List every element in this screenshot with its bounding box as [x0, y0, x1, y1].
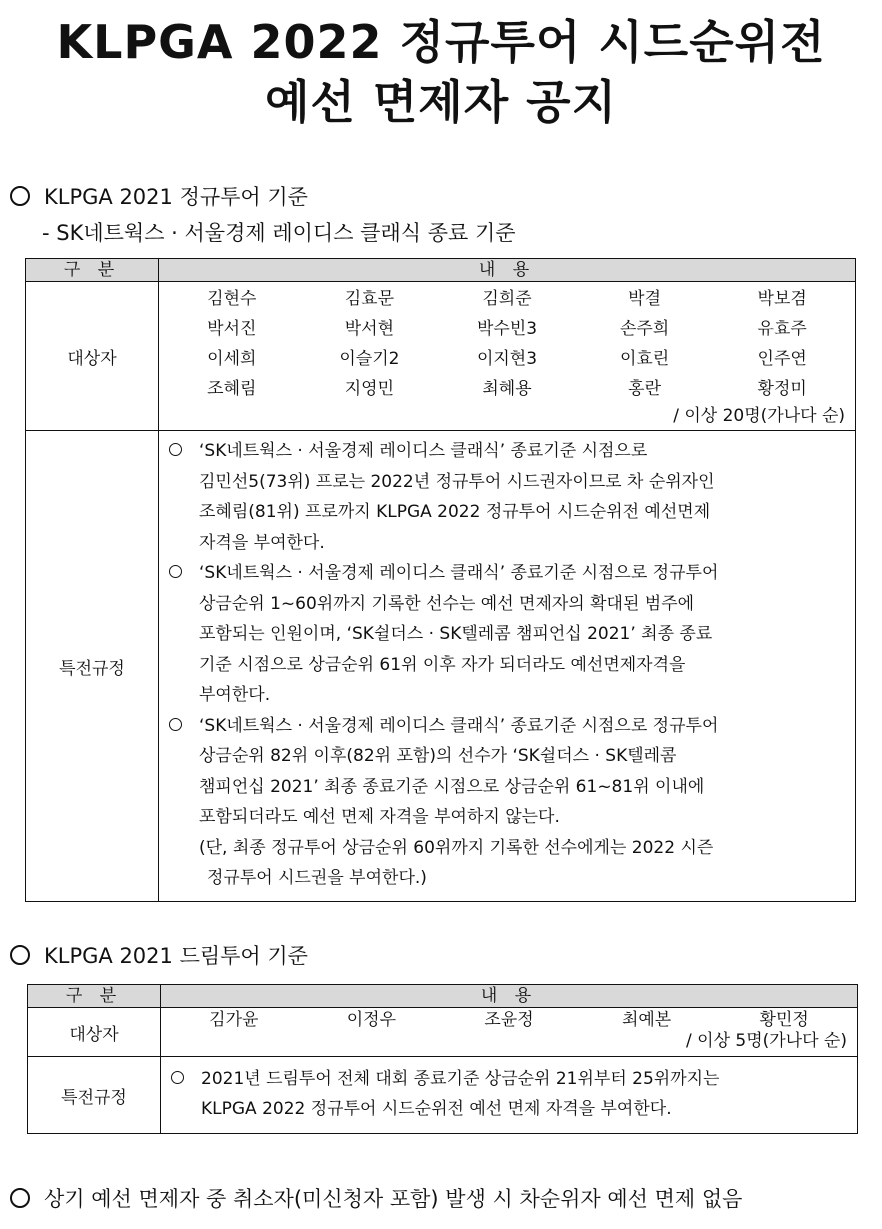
- target-name: 박수빈3: [476, 319, 538, 339]
- row-label-rules: 특전규정: [26, 431, 159, 902]
- target-name: 이효린: [619, 349, 670, 369]
- circle-bullet-icon: [171, 1071, 184, 1084]
- target-name: 박서진: [207, 319, 257, 339]
- target-name: 이슬기2: [339, 349, 400, 369]
- col-header-category: 구 분: [28, 985, 161, 1008]
- rule-item: 2021년 드림투어 전체 대회 종료기준 상금순위 21위부터 25위까지는 KLPGA 2022 정규투어 시드순위전 예선 면제 자격을 부여한다.: [169, 1064, 851, 1125]
- target-name: 인주연: [757, 349, 807, 369]
- section3-heading: 상기 예선 면제자 중 취소자(미신청자 포함) 발생 시 차순위자 예선 면제 없음: [10, 1185, 742, 1213]
- rule-item: ‘SK네트웍스 · 서울경제 레이디스 클래식’ 종료기준 시점으로 정규투어 상금순위 1~60위까지 기록한 선수는 예선 면제자의 확대된 범주에 포함되는 인원이며, ‘SK쉴더스 · SK텔레콤 챔피언십 2021’ 최종 종료 기준 시점으로 상금순위 61위 이후 자가 되더라도 예선면제자격을 부여한다.: [167, 558, 849, 711]
- target-name: 김가윤: [209, 1010, 259, 1030]
- table-row-rules: [28, 1057, 858, 1134]
- count-note: / 이상 5명(가나다 순): [686, 1031, 847, 1051]
- target-name: 박결: [628, 289, 662, 309]
- col-header-content: 내 용: [159, 259, 856, 282]
- target-name: 조혜림: [207, 379, 257, 399]
- circle-bullet-icon: [169, 443, 182, 456]
- target-name: 박보겸: [757, 289, 807, 309]
- target-name: 김효문: [344, 289, 395, 309]
- count-note: / 이상 20명(가나다 순): [673, 406, 845, 426]
- circle-bullet-icon: [10, 1188, 30, 1208]
- rule-item: ‘SK네트웍스 · 서울경제 레이디스 클래식’ 종료기준 시점으로 정규투어 상금순위 82위 이후(82위 포함)의 선수가 ‘SK쉴더스 · SK텔레콤 챔피언십 2021’ 최종 종료기준 시점으로 상금순위 61~81위 이내에 포함되더라도 예선 면제 자격을 부여하지 않는다.: [167, 711, 849, 833]
- target-name: 지영민: [344, 379, 395, 399]
- regular-tour-table: [25, 258, 856, 902]
- name-list: [159, 284, 855, 404]
- page-title-line1: KLPGA 2022 정규투어 시드순위전: [56, 15, 826, 69]
- target-name: 이세희: [207, 349, 257, 369]
- rule-list: [167, 436, 849, 833]
- target-name: 최예본: [621, 1010, 672, 1030]
- dream-tour-table: [27, 984, 858, 1134]
- row-label-rules: 특전규정: [28, 1057, 161, 1134]
- col-header-content: 내 용: [161, 985, 858, 1008]
- target-name: 이정우: [346, 1010, 397, 1030]
- target-name: 황민정: [759, 1010, 809, 1030]
- target-name: 김희준: [482, 289, 532, 309]
- target-name: 조윤정: [484, 1010, 534, 1030]
- target-name: 유효주: [757, 319, 807, 339]
- target-name: 홍란: [628, 379, 662, 399]
- rule-item: ‘SK네트웍스 · 서울경제 레이디스 클래식’ 종료기준 시점으로 김민선5(73위) 프로는 2022년 정규투어 시드권자이므로 차 순위자인 조혜림(81위) 프로까지 KLPGA 2022 정규투어 시드순위전 예선면제 자격을 부여한다.: [167, 436, 849, 558]
- target-name: 김현수: [207, 289, 257, 309]
- circle-bullet-icon: [10, 945, 30, 965]
- table-row-targets: [28, 1008, 858, 1057]
- target-name: 황정미: [757, 379, 807, 399]
- target-name: 이지현3: [476, 349, 538, 369]
- page-title-line2: 예선 면제자 공지: [264, 75, 618, 129]
- circle-bullet-icon: [169, 565, 182, 578]
- target-name: 최혜용: [482, 379, 532, 399]
- section1-heading: KLPGA 2021 정규투어 기준: [10, 183, 308, 211]
- table-row-rules: [26, 431, 856, 902]
- row-label-targets: 대상자: [26, 282, 159, 431]
- target-name: 손주희: [619, 319, 670, 339]
- col-header-category: 구 분: [26, 259, 159, 282]
- rule-note: (단, 최종 정규투어 상금순위 60위까지 기록한 선수에게는 2022 시즌 정규투어 시드권을 부여한다.): [199, 837, 714, 889]
- circle-bullet-icon: [169, 718, 182, 731]
- section1-subheading: - SK네트웍스 · 서울경제 레이디스 클래식 종료 기준: [42, 221, 516, 245]
- row-label-targets: 대상자: [28, 1008, 161, 1057]
- section2-heading: KLPGA 2021 드림투어 기준: [10, 942, 308, 970]
- table-header-row: [26, 259, 856, 282]
- target-name: 박서현: [344, 319, 395, 339]
- rule-list: [169, 1064, 851, 1125]
- table-row-targets: [26, 282, 856, 431]
- circle-bullet-icon: [10, 186, 30, 206]
